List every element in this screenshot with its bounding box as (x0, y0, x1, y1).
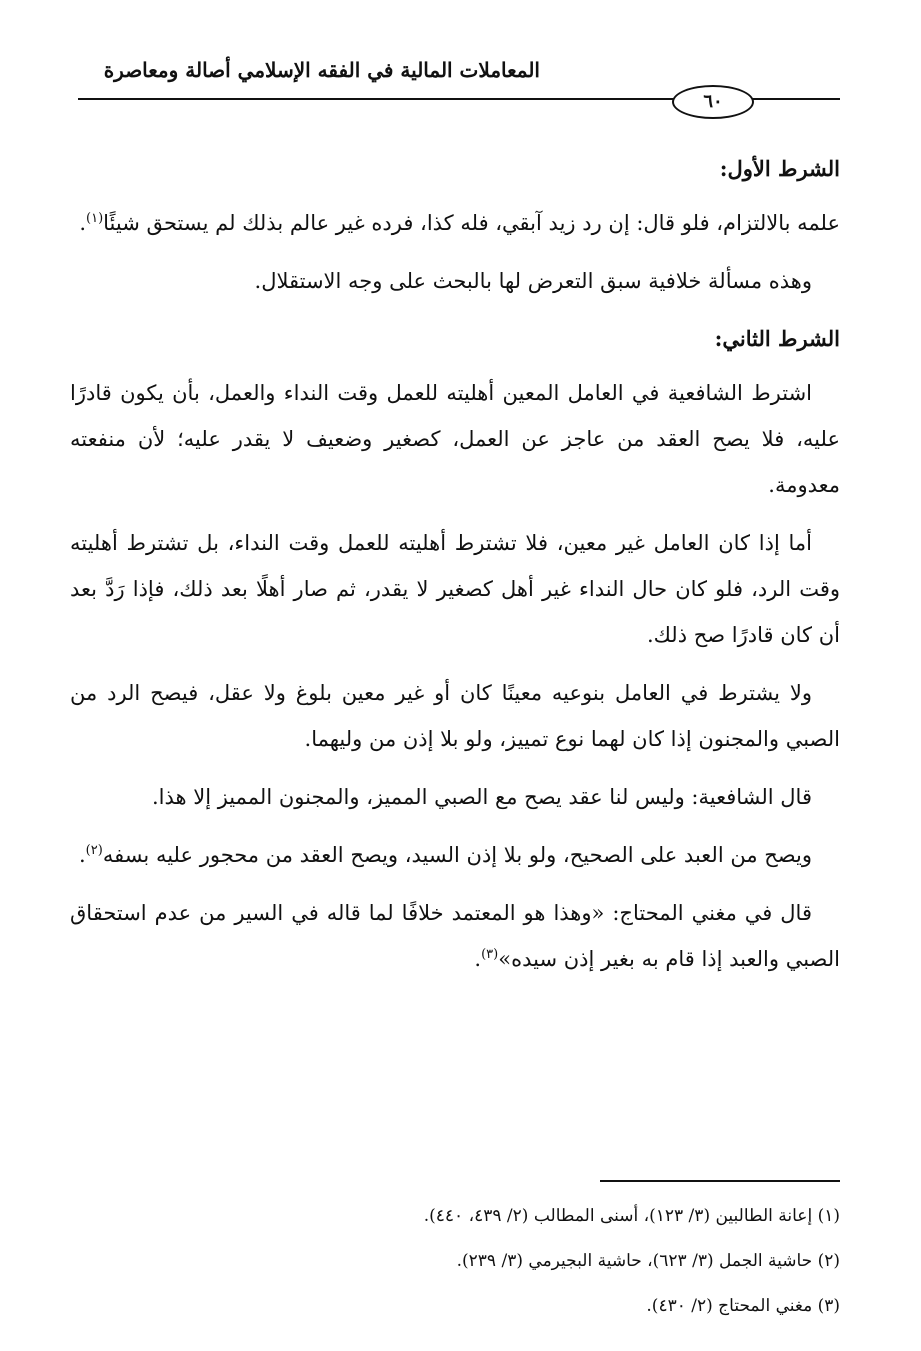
section-heading-second-condition: الشرط الثاني: (714, 326, 840, 351)
paragraph-end: . (474, 947, 482, 971)
paragraph: وهذه مسألة خلافية سبق التعرض لها بالبحث على وجه الاستقلال. (254, 269, 812, 293)
body-text (70, 146, 840, 994)
running-title: المعاملات المالية في الفقه الإسلامي أصالة ومعاصرة (103, 58, 540, 82)
page-number: ٦٠ (672, 85, 754, 119)
paragraph: قال الشافعية: وليس لنا عقد يصح مع الصبي المميز، والمجنون المميز إلا هذا. (151, 785, 812, 809)
footnote: (٢) حاشية الجمل (٣/ ٦٢٣)، حاشية البجيرمي (٣/ ٢٣٩). (456, 1251, 840, 1271)
footnote: (٣) مغني المحتاج (٢/ ٤٣٠). (646, 1296, 840, 1316)
paragraph (70, 890, 840, 982)
paragraph: اشترط الشافعية في العامل المعين أهليته للعمل وقت النداء والعمل، بأن يكون قادرًا عليه، فلا يصح العقد من عاجز عن العمل، كصغير وضعيف لا يقدر عليه؛ لأن منفعته معدومة. (70, 381, 840, 497)
footnotes (120, 1194, 840, 1329)
paragraph-text: ويصح من العبد على الصحيح، ولو بلا إذن السيد، ويصح العقد من محجور عليه بسفه (102, 843, 812, 867)
footnote: (١) إعانة الطالبين (٣/ ١٢٣)، أسنى المطالب (٢/ ٤٣٩، ٤٤٠). (423, 1206, 840, 1226)
paragraph-text: قال في مغني المحتاج: «وهذا هو المعتمد خلافًا لما قاله في السير من عدم استحقاق الصبي والعبد إذا قام به بغير إذن سيده» (70, 901, 840, 971)
section-heading-first-condition: الشرط الأول: (719, 156, 840, 181)
paragraph: ولا يشترط في العامل بنوعيه معينًا كان أو غير معين بلوغ ولا عقل، فيصح الرد من الصبي والمجنون إذا كان لهما نوع تمييز، ولو بلا إذن من وليهما. (70, 681, 840, 751)
paragraph-end: . (78, 843, 86, 867)
paragraph (70, 200, 840, 246)
footnote-ref: (٢) (85, 843, 103, 858)
paragraph-end: . (79, 211, 86, 235)
footnote-ref: (١) (86, 211, 104, 226)
paragraph (70, 832, 840, 878)
paragraph-text: علمه بالالتزام، فلو قال: إن رد زيد آبقي، فله كذا، فرده غير عالم بذلك لم يستحق شيئًا (103, 211, 840, 235)
footnote-ref: (٣) (481, 947, 499, 962)
footnote-separator (600, 1180, 840, 1182)
paragraph: أما إذا كان العامل غير معين، فلا تشترط أهليته للعمل وقت النداء، بل تشترط أهليته وقت الرد، فلو كان حال النداء غير أهل كصغير لا يقدر، ثم صار أهلًا بعد ذلك، فإذا رَدَّ بعد أن كان قادرًا صح ذلك. (70, 531, 840, 647)
